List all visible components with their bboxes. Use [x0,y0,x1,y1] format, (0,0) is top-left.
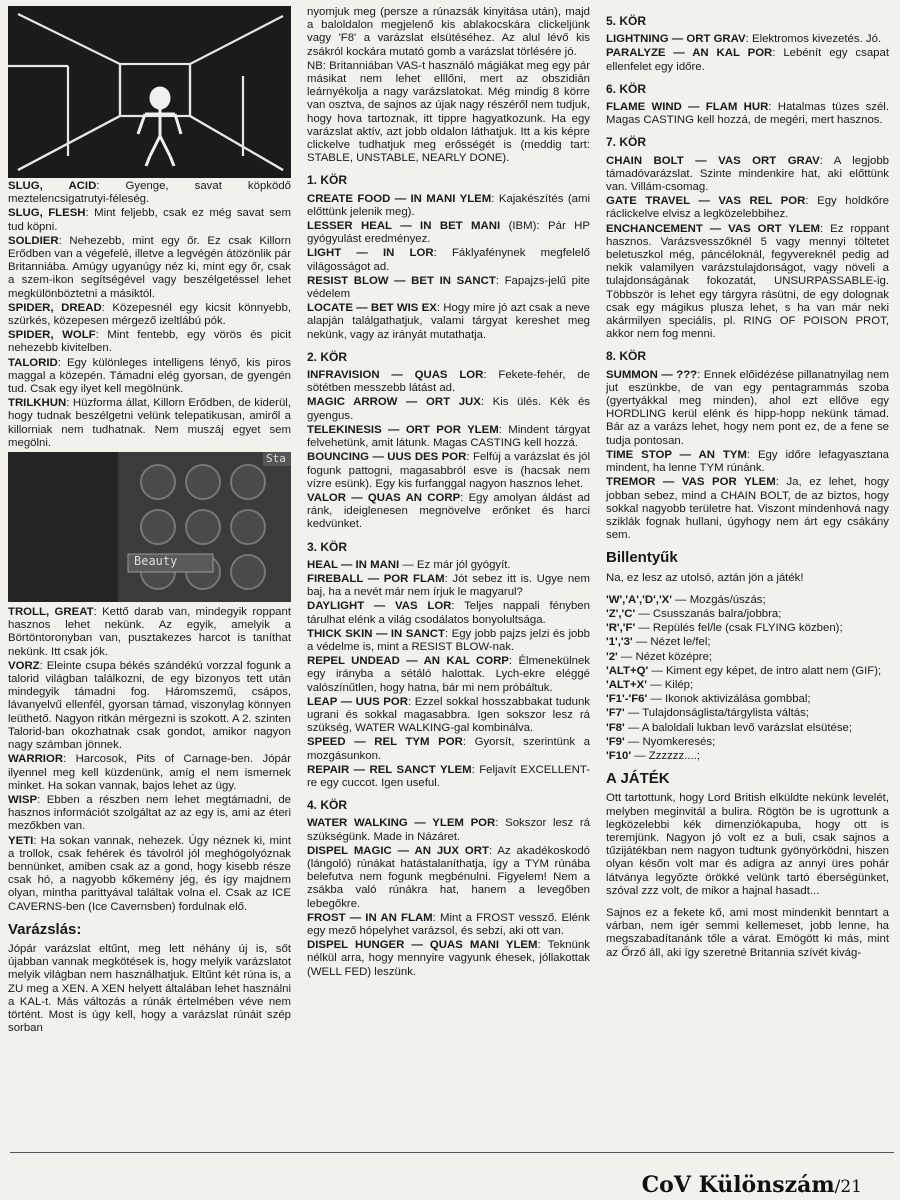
spell-entry [307,451,590,491]
entry-text: : Elektromos kivezetés. Jó. [745,33,882,46]
entry-text: — Tulajdonságlista/tárgylista váltás; [624,707,809,720]
entry-name: TRILKHUN [8,397,67,410]
entry-text: : Élmenekülnek egy irányba a sétáló halottak. Lych-ekre eléggé valószínűtlen, hogy hatna, bár mi nem próbáltuk. [307,655,590,694]
entry-text: — A baloldali lukban levő varázslat elsütése; [624,721,853,734]
rune-grid [8,452,291,602]
circle-heading: 2. KÖR [307,349,348,364]
spell-entry [307,696,590,736]
entry-name: 'Z','C' [606,607,636,620]
entry-text: : Fáklyafénynek megfelelő világosságot ad. [307,247,590,273]
entry-text: (IBM): Pár HP gyógyulást eredményez. [307,220,590,246]
spell-entry [307,628,590,654]
entry-name: 'F7' [606,707,625,720]
entry [8,180,291,206]
entry-name: SLUG, ACID [8,180,97,192]
circle-heading: 4. KÖR [307,798,348,813]
entry-text: : Ebben a részben nem lehet megtámadni, de hasznos információt szolgáltat az az egy is, ami az éteri mezőkben van. [8,793,291,833]
entry [8,329,291,355]
spell-entry [606,223,889,342]
entry-name: LIGHTNING — ORT GRAV [606,33,746,46]
spell-circles-1-4 [307,174,590,978]
entry-text: : Teknünk nélkül arra, hogy mennyire vagyunk éhesek, jóllakottak (WELL FED) leszünk. [307,939,590,978]
entry-text: : Közepesnél egy kicsit könnyebb, szürkés, közepesen mérgező izeltlábú pók. [8,301,291,328]
key-entry [606,665,889,678]
creature-list-2 [8,606,291,914]
spell-entry [307,655,590,695]
spell-entry [606,155,889,195]
entry-text: : Kis ülés. Kék és gyengus. [307,396,590,422]
magazine-title: CoV Különszám [641,1172,835,1198]
entry-name: 'W','A','D','X' [606,593,672,606]
entry-name: WISP [8,793,38,806]
entry-name: SOLDIER [8,234,59,247]
entry-text: : Ezzel sokkal hosszabbakat tudunk ugrani és sokkal magasabbra. Igen sokszor lesz rá szükség, WATER WALKING-gal kombinálva. [307,695,590,735]
entry-text: : Ja, ez lehet, hogy jobban sebez, mind a CHAIN BOLT, de az biztos, hogy sokkal nagyobb területre hat. Viszont mindenhová nagy sziklák fognak hullani, úgyhogy nem árt egy csákány sem. [606,476,889,542]
entry-text: : Hatalmas tüzes szél. Magas CASTING kell hozzá, de megéri, mert hasznos. [606,101,889,127]
entry-name: TREMOR — VAS POR YLEM [606,476,776,489]
key-entry [606,651,889,664]
entry-name: LOCATE — BET WIS EX [307,302,437,315]
entry-name: YETI [8,834,34,847]
key-entry [606,707,889,720]
entry-name: TELEKINESIS — ORT POR YLEM [307,423,499,436]
inventory-screenshot [8,452,291,602]
entry-text: — Ez már jól gyógyít. [399,558,511,571]
spell-entry [307,736,590,762]
entry-name: 'F10' [606,749,632,762]
spell-entry [606,449,889,475]
entry-name: SUMMON — ??? [606,368,698,381]
entry [8,357,291,397]
game-paragraph-1: Ott tartottunk, hogy Lord British elküldte nekünk levelét, melyben meginvitál a bulira. Rögtön be is ugrottunk a legközelebbi kék dimenziókapuba, hogy ott is teremjünk. Nagyon jó volt ez a buli, csak sajnos a tűzijátékban nem nagyon tudtunk gyönyörködni, hiszen olyan későn volt mar és adigra az annyi üres pohár látványa legyőzte örökké velünk tartó éberségünket, szóval zzz volt, de mikor a hajnal hasadt... [606,792,889,897]
spell-entry [307,369,590,395]
entry-name: THICK SKIN — IN SANCT [307,627,445,640]
key-entry [606,750,889,763]
skeleton-figure [138,88,181,166]
entry [8,397,291,450]
entry-text: : Hogy mire jó azt csak a neve alapján találgathatjuk, valami tárgyat kereshet meg nekünk, vagy az irányát mutathatja. [307,302,590,341]
spell-entry [307,559,590,572]
entry-text: — Mozgás/úszás; [671,593,766,606]
entry-name: LIGHT — IN LOR [307,247,434,260]
dungeon-screenshot [8,6,291,178]
entry-name: PARALYZE — AN KAL POR [606,47,773,60]
entry-name: LESSER HEAL — IN BET MANI [307,220,501,233]
entry-name: DAYLIGHT — VAS LOR [307,600,452,613]
column-2 [307,6,590,980]
entry-name: FLAME WIND — FLAM HUR [606,101,769,114]
spell-entry [307,302,590,342]
spell-entry [606,33,889,46]
entry [8,794,291,834]
keys-heading: Billentyűk [606,549,678,567]
spell-intro: Jópár varázslat eltűnt, meg lett néhány új is, sőt újabban vannak megkötések is, hogy melyik varázslatot melyik világban nem használhatjuk. Eltűnt két rúna is, a ZU meg a XEN. A XEN helyett általában lehet használni a KAL-t. Más változás a rúnák értelmében véve nem történt. Most is úgy kell, hogy a varázslat rúnáit szép sorban [8,942,291,1035]
key-entry [606,693,889,706]
entry-name: 'R','F' [606,622,636,635]
entry-text: : Harcosok, Pits of Carnage-ben. Jópár ilyennel meg kell küzdenünk, amíg el nem ismernek minket. Ha sokan vannak, bajos lehet az ügy. [8,753,291,792]
entry-text: — Zzzzzz....; [631,749,701,762]
spell-entry [606,369,889,448]
key-entry [606,594,889,607]
entry-text: — Repülés fel/le (csak FLYING közben); [635,622,843,635]
spell-circles-5-8 [606,15,889,542]
spell-entry [307,845,590,911]
spell-entry [606,47,889,73]
entry-text: : Fekete-fehér, de sötétben messzebb látást ad. [307,369,590,395]
entry-text: — Kiment egy képet, de intro alatt nem (GIF); [648,664,882,677]
entry-text: — Ikonok aktivizálása gombbal; [647,693,811,706]
creature-list-1 [8,180,291,450]
entry-text: : Ha sokan vannak, nehezek. Úgy néznek ki, mint a trollok, csak fehérek és távolról jól meghógolyóznak bennünket, amiben csak az a gond, hogy kisebb része csak hó, a nagyobb kőkemény jég, és így majdnem olyan, mintha parittyával találtak volna el. Csak az ICE CAVERNS-ben (Ice Cavernsben) fordulnak elő. [8,834,291,913]
entry-text: : Egy időre lefagyasztana mindent, ha lenne TYM rúnánk. [606,448,890,475]
entry-name: REPAIR — REL SANCT YLEM [307,763,472,776]
circle-heading: 5. KÖR [606,14,647,28]
entry-name: WARRIOR [8,753,64,766]
keys-intro: Na, ez lesz az utolsó, aztán jön a játék! [606,571,804,584]
entry-text: : Jót sebez itt is. Ugye nem baj, ha a nevét már nem írjuk le magyarul? [307,572,590,599]
spell-entry [307,193,590,219]
entry-name: LEAP — UUS POR [307,695,408,708]
entry [8,207,291,233]
circle-heading: 7. KÖR [606,135,647,150]
entry [8,660,291,752]
entry-text: : Eleinte csupa békés szándékú vorzzal fogunk a talorid világban találkozni, de egy bizonyos tett után mindegyik támadni fog. Háromszemű, csápos, lávanyelvű ellenfél, gyorsan támad, viszonylag könnyen leüthető. Nagyon ritkán mérgezni is szokott. A 2. szinten Talorid-ban okozhatnak csak gondot, amikor nagyon nagy számban jönnek. [8,659,291,752]
entry [8,235,291,301]
entry-text: : Egy különleges intelligens lényő, kis piros maggal a közepén. Támadni elég gyorsan, de gyengén tud. Csak egy ilyet kell megölnünk. [8,356,291,396]
entry-name: 'F9' [606,735,625,748]
entry-name: ENCHANCEMENT — VAS ORT YLEM [606,222,821,235]
entry-text: — Kilép; [646,678,694,691]
column-1 [8,6,291,1036]
entry-name: FROST — IN AN FLAM [307,911,433,924]
spell-entry [606,476,889,542]
entry-name: TROLL, GREAT [8,606,94,619]
entry-text: : Lebénít egy csapat ellenfelet egy időre. [606,47,889,73]
entry-text: : Felfúj a varázslat és jól fogunk pattogni, magasabbról esve is (hacsak nem vízre esünk). Egy kis furfanggal nagyon hasznos lehet. [307,451,590,490]
entry-name: BOUNCING — UUS DES POR [307,451,467,464]
entry-text: : Egy amolyan áldást ad ránk, ideiglenesen megnövelve erőnket és harci kedvünket. [307,491,590,531]
key-entry [606,622,889,635]
entry-name: SPIDER, WOLF [8,329,96,342]
entry-name: DISPEL MAGIC — AN JUX ORT [307,844,489,857]
game-paragraph-2: Sajnos ez a fekete kő, ami most mindenkit benntart a várban, nem igér semmi kellemeset, jobb lenne, ha megszabadítanánk tőle a várat. Emögött ki más, mint az Őrző áll, aki így szeretné Britannia szívét kivág- [606,906,889,959]
entry-name: MAGIC ARROW — ORT JUX [307,396,481,409]
key-entry [606,736,889,749]
entry-text: : Ennek előidézése pillanatnyilag nem jut eszünkbe, de van egy pentagrammás szoba (gyertyákkal meg minden), ahol ezt ellőve egy HORDLING kerül elénk és hipp-hopp nekünk támad. Bár az a varázs lehet, hogy nem pont ez, de a fene se tudja pontosan. [606,368,889,447]
spell-entry [606,195,889,221]
key-entry [606,722,889,735]
circle-heading: 1. KÖR [307,173,348,188]
entry-text: : Mint a FROST vessző. Elénk egy mező hópelyhet varázsol, és sebzi, aki ott van. [307,911,590,937]
spell-entry [606,101,889,127]
entry-text: : Egy jobb pajzs jelzi és jobb a védelme is, mint a RESIST BLOW-nak. [307,627,590,653]
entry-name: CHAIN BOLT — VAS ORT GRAV [606,154,820,167]
entry-name: SPIDER, DREAD [8,301,102,314]
spell-entry [307,939,590,979]
entry-text: : Mint feljebb, csak ez még savat sem tud köpni. [8,207,291,233]
entry-text: — Csusszanás balra/jobbra; [635,607,782,620]
entry-name: 'F8' [606,721,625,734]
entry-text: : Hüzforma állat, Killorn Erődben, de kiderül, hogy tudnak beszélgetni velünk telepatikusan, amiről a killorniak nem tudhatnak. Nem muszáj egyet sem megölni. [8,397,291,449]
entry-text: : Nehezebb, mint egy őr. Ez csak Killorn Erődben van a végefelé, illetve a legvégén átözönlik pár Britanniába. Amúgy ugyanúgy néz ki, mint egy őr, csak a szem-ikon segítségével vagy beszélgetéssel lehet megkülönböztetni a másiktól. [8,234,291,300]
entry-name: REPEL UNDEAD — AN KAL CORP [307,655,509,668]
spell-entry [307,396,590,422]
game-heading: A JÁTÉK [606,770,670,788]
entry-text: : Ez roppant hasznos. Varázsvesszőknél 5 vagy mennyi töltetet beletuszkol még, páncéloknál, fegyvereknél pedig ad nekik valamilyen varázstulajdonságot, vagy növeli a tulajdonságának fokozatát, UNSURPASSABLE-ig. Többször is lehet egy tárgyra rásütni, de egy dolognak csak egy mágikus plusza lehet, s ha van már neki akármilyen speciális, pl. RING OF POISON PROT, akkor nem fog menni. [606,222,889,341]
entry-name: 'F1'-'F6' [606,693,648,706]
entry-name: WATER WALKING — YLEM POR [307,817,496,830]
entry-name: INFRAVISION — QUAS LOR [307,369,484,382]
circle-heading: 6. KÖR [606,81,647,96]
entry-name: TALORID [8,356,58,369]
key-entry [606,679,889,692]
entry-text: : A legjobb támadóvarázslat. Szinte mindenkire hat, aki előttünk van. Villám-csomag. [606,154,889,194]
entry-name: 'ALT+Q' [606,664,649,677]
entry-name: DISPEL HUNGER — QUAS MANI YLEM [307,939,538,952]
spell-entry [307,492,590,532]
entry-name: 'ALT+X' [606,678,647,691]
column-3 [606,6,889,961]
entry [8,606,291,659]
page-footer [642,1172,862,1198]
entry-text: : Kajakészítés (ami előttünk jelenik meg). [307,192,590,218]
screen-label: Beauty [134,554,178,569]
circle-heading: 3. KÖR [307,539,348,554]
entry-name: SLUG, FLESH [8,207,86,220]
entry-text: : Gyorsít, szerintünk a mozgásunkon. [307,736,591,762]
spell-entry [307,424,590,450]
intro-paragraph-2: NB: Britanniában VAS-t használó mágiákat meg egy pár másikat nem lehet elllőni, mert az obszidián leárnyékolja a nagy varázslatokat. Még mindig 8 körre van osztva, de sajnos az újak nagy részéről nem tudjuk, hogy hova tartoznak, itt tippre hagyatkozunk. Ha egy varázslat aktív, azt jobb oldalon láthatjuk. Itt a kis képre clickelve tudhatjuk meg erősségét is (meddig tart: STABLE, UNSTABLE, NEARLY DONE). [307,59,590,165]
entry-text: : Mindent tárgyat felvehetünk, amit látunk. Magas CASTING kell hozzá. [307,423,590,450]
entry-name: VORZ [8,659,40,672]
entry-text: — Nyomkeresés; [624,735,716,748]
key-entry [606,608,889,621]
entry-name: RESIST BLOW — BET IN SANCT [307,274,496,287]
footer-rule [10,1152,894,1153]
page-number: /21 [834,1177,862,1197]
entry-text: : Feljavít EXCELLENT-re egy cuccot. Igen useful. [307,763,590,789]
entry-name: HEAL — IN MANI [307,558,400,571]
entry-text: : Sokszor lesz rá szükségünk. Made in Názáret. [307,817,590,843]
spell-entry [307,275,590,301]
entry-name: CREATE FOOD — IN MANI YLEM [307,192,492,205]
entry-text: : Gyenge, savat köpködő meztelencsigatrutyi-féleség. [8,180,292,206]
entry-text: : Kettő darab van, mindegyik roppant hasznos lehet nekünk. Az egyik, amelyik a Börtöntoronyban van, pusztakezes harcot is taníthat nekünk. Itt csak jók. [8,606,292,658]
entry-name: VALOR — QUAS AN CORP [307,491,461,504]
spell-entry [307,220,590,246]
spell-entry [307,912,590,938]
entry-text: : Fapajzs-jelű pite védelem [307,274,590,301]
key-list [606,594,889,763]
entry-name: FIREBALL — POR FLAM [307,572,445,585]
entry-name: TIME STOP — AN TYM [606,448,747,461]
entry-text: : Az akadékoskodó (lángoló) rúnákat hatástalaníthatja, így a TYM rúnába belefutva nem fogunk megbénulni. Figyelem! Nem a zsákba való rúnákra hat, hanem a levegőben lebegőkre. [307,844,590,910]
entry [8,753,291,793]
spell-entry [307,764,590,790]
spell-entry [307,817,590,843]
spell-entry [307,247,590,273]
entry-text: — Nézet középre; [617,650,713,663]
entry [8,835,291,914]
entry-text: : Teljes nappali fényben tárulhat elénk a világ csodálatos bonyolultsága. [307,600,590,626]
spell-heading: Varázslás: [8,920,82,938]
spell-entry [307,600,590,626]
entry-text: — Nézet le/fel; [632,636,711,649]
circle-heading: 8. KÖR [606,349,647,364]
entry-name: '2' [606,650,618,663]
entry-text: : Mint fentebb, egy vörös és picit nehezebb kivitelben. [8,329,291,355]
entry-text: : Egy holdkőre ráclickelve elvisz a legközelebbihez. [606,195,889,221]
entry [8,302,291,328]
entry-name: '1','3' [606,636,633,649]
corridor-wireframe [8,6,291,178]
key-entry [606,636,889,649]
entry-name: GATE TRAVEL — VAS REL POR [606,195,806,208]
intro-paragraph-1: nyomjuk meg (persze a rúnazsák kinyitása után), majd a baloldalon megjelenő kis ablakocskára clickeljünk vagy 'F8' a varázslat elsütéséhez. Az alul lévő kis zsákról kockára mutató gomb a varázslat törlésére jó. [307,6,590,58]
spell-entry [307,573,590,599]
entry-name: SPEED — REL TYM POR [307,736,463,749]
screen-corner-label: Sta [266,452,286,466]
